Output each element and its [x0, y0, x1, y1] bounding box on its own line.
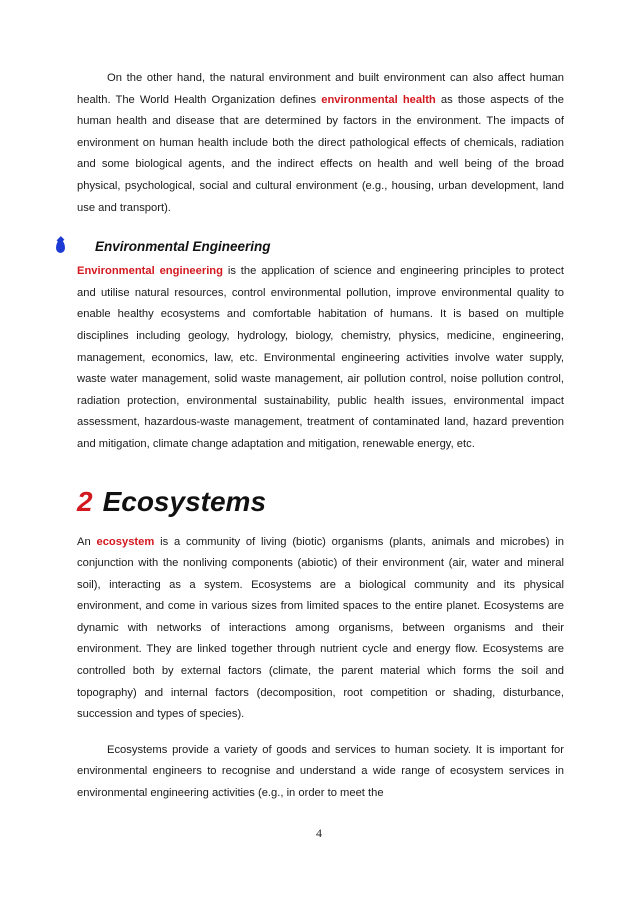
section-number: 2 — [77, 485, 93, 517]
ecosystem-services-paragraph: Ecosystems provide a variety of goods and services to human society. It is important for environmental engineers to recognise and understand a wide range of ecosystem services in environmental engineering activities (e.g., in order to meet the — [77, 743, 564, 800]
env-engineering-text: is the application of science and engineering principles to protect and utilise natural resources, control environmental pollution, improve environmental quality to enable healthy ecosystems and comfortable habitation of humans. It is based on multiple disciplines including geology, hydrology, biology, chemistry, physics, medicine, engineering, management, economics, law, etc. Environmental engineering activities involve water supply, waste water management, solid waste management, air pollution control, noise pollution control, radiation protection, environmental sustainability, public health issues, environmental impact assessment, hazardous-waste management, treatment of contaminated land, hazard prevention and mitigation, climate change adaptation and mitigation, renewable energy, etc. — [77, 265, 564, 450]
environmental-engineering-term: Environmental engineering — [77, 265, 223, 278]
bullet-drop-icon — [56, 240, 65, 253]
paragraph-gap — [77, 726, 564, 740]
ecosystem-paragraph — [77, 532, 564, 726]
section-title: Ecosystems — [102, 485, 267, 517]
intro-text-end: as those aspects of the human health and disease that are determined by factors in the environment. The impacts of environment on human health include both the direct pathological effects of chemicals, radiation and some biological agents, and the indirect effects on health and well being of the broad physical, psychological, social and cultural environment (e.g., housing, urban development, land use and transport). — [77, 93, 564, 214]
ecosystem-term: ecosystem — [96, 535, 155, 548]
intro-paragraph — [77, 68, 564, 219]
intro-text-start: On the other hand, the natural environment and built environment can also affect human health. The World Health Organization defines — [77, 72, 564, 106]
environmental-health-term: environmental health — [321, 93, 436, 106]
ecosystem-prefix: An — [77, 535, 97, 548]
subheading-environmental-engineering: Environmental Engineering — [95, 239, 271, 255]
page-content — [77, 68, 564, 805]
page-number: 4 — [316, 826, 322, 840]
ecosystem-text: is a community of living (biotic) organisms (plants, animals and microbes) in conjunction with the nonliving components (abiotic) of their environment (air, water and mineral soil), interacting as a system. Ecosystems are a biological community and its physical environment, and come in various sizes from limited spaces to the entire planet. Ecosystems are dynamic with networks of interactions among organisms, between organisms and their environment. They are linked together through nutrient cycle and energy flow. Ecosystems are controlled both by external factors (climate, the parent material which forms the soil and topography) and internal factors (decomposition, root competition or shading, disturbance, succession and types of species). — [77, 535, 564, 721]
subheading-row — [77, 235, 564, 261]
env-engineering-paragraph — [77, 261, 564, 455]
section-heading — [77, 482, 564, 522]
